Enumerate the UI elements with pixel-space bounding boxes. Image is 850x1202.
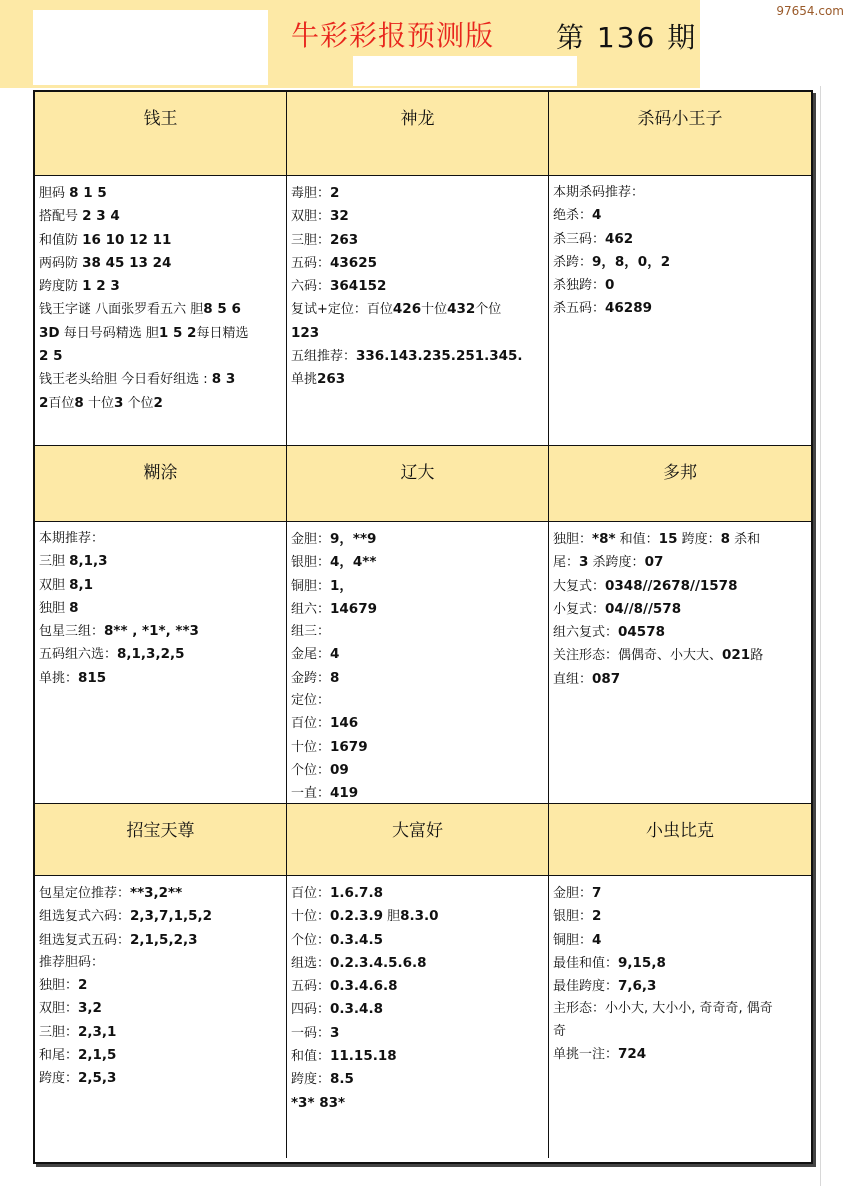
- entry-label: 一码：: [291, 1025, 331, 1041]
- entry-value: 364152: [330, 278, 387, 295]
- entry-line: [39, 368, 282, 391]
- entry-value: 336.143.235.251.345.: [356, 348, 523, 365]
- entry-label: 胆: [382, 909, 401, 925]
- entry-value: 8: [69, 599, 79, 616]
- entry-line: [291, 528, 544, 551]
- entry-label: 五组推荐：: [291, 349, 357, 365]
- entry-label: 个位: [123, 395, 154, 411]
- section-header: 辽大: [287, 446, 549, 522]
- entry-label: 路: [750, 648, 764, 664]
- entry-label: 独胆：: [39, 978, 79, 994]
- entry-label: 大复式：: [553, 578, 606, 594]
- entry-value: 0.2.3.9: [330, 908, 383, 925]
- entry-line: [553, 905, 807, 928]
- entry-label: 杀五码：: [553, 301, 606, 317]
- entry-line: [553, 204, 807, 227]
- entry-label: 钱王字谜 八面张罗看五六 胆: [39, 302, 204, 318]
- entry-line: [553, 297, 807, 320]
- entry-value: 462: [605, 230, 634, 247]
- entry-label: 十位：: [291, 909, 331, 925]
- entry-line: [39, 275, 282, 298]
- entry-value: 43625: [330, 254, 377, 271]
- entry-line: [291, 621, 544, 643]
- entry-line: [291, 667, 544, 690]
- entry-line: [291, 575, 544, 598]
- entry-line: [39, 597, 282, 620]
- entry-label: 最佳跨度：: [553, 979, 619, 995]
- entry-label: 双胆：: [291, 209, 331, 225]
- entry-value: 14679: [330, 600, 377, 617]
- entry-value: 2: [330, 185, 340, 201]
- entry-label: 杀跨度：: [588, 555, 645, 571]
- entry-label: 百位：: [291, 716, 331, 732]
- entry-line: [553, 528, 807, 551]
- entry-line: [291, 905, 544, 928]
- entry-line: [291, 759, 544, 782]
- entry-line: [39, 1067, 282, 1090]
- entry-label: 五码：: [291, 255, 331, 271]
- section-body: [549, 876, 811, 1158]
- entry-value: 3D: [39, 324, 60, 341]
- entry-line: [291, 782, 544, 804]
- entry-label: 百位：: [291, 886, 331, 901]
- entry-line: [291, 252, 544, 275]
- entry-label: 金尾：: [291, 647, 331, 663]
- entry-line: [553, 228, 807, 251]
- entry-value: 146: [330, 715, 359, 732]
- entry-label: 双胆：: [39, 1001, 79, 1017]
- entry-line: [39, 1021, 282, 1044]
- entry-line: [39, 182, 282, 205]
- entry-line: [39, 929, 282, 952]
- section-body: [35, 522, 287, 804]
- entry-value: 8 3: [211, 371, 236, 388]
- entry-line: [291, 1045, 544, 1068]
- section-header: 神龙: [287, 92, 549, 176]
- entry-line: [39, 643, 282, 666]
- entry-label: 金跨：: [291, 670, 331, 686]
- entry-label: 包星三组：: [39, 624, 105, 640]
- entry-line: [291, 205, 544, 228]
- entry-value: 15: [658, 531, 678, 547]
- entry-value: 46289: [605, 300, 652, 317]
- entry-value: 0.2.3.4.5.6.8: [330, 954, 427, 971]
- entry-label: 包星定位推荐：: [39, 886, 131, 901]
- entry-value: 2: [78, 977, 88, 994]
- entry-label: 和值防: [39, 232, 83, 248]
- entry-line: [291, 345, 544, 368]
- entry-label: 独胆: [39, 600, 70, 616]
- entry-value: 3: [113, 394, 124, 411]
- entry-value: 9，**9: [330, 531, 377, 547]
- entry-label: 小复式：: [553, 601, 606, 617]
- entry-line: [291, 182, 544, 205]
- entry-line: [291, 690, 544, 712]
- entry-value: 2: [592, 908, 602, 925]
- entry-label: 组三：: [291, 624, 331, 640]
- entry-value: 2,1,5,2,3: [130, 931, 198, 948]
- entry-line: [291, 1022, 544, 1045]
- entry-label: 推荐胆码：: [39, 954, 105, 970]
- entry-line: [39, 620, 282, 643]
- entry-value: 4: [330, 646, 340, 663]
- entry-line: [291, 229, 544, 252]
- entry-line: [291, 1068, 544, 1091]
- entry-value: 1679: [330, 738, 368, 755]
- entry-label: 关注形态：偶偶奇、小大大、: [553, 648, 723, 664]
- issue-number: 第 136 期: [556, 21, 698, 54]
- entry-label: 单挑：: [39, 670, 79, 686]
- entry-value: 123: [291, 324, 320, 341]
- entry-line: [553, 575, 807, 598]
- entry-value: 0348//2678//1578: [605, 577, 738, 594]
- entry-label: 六码：: [291, 279, 331, 295]
- entry-label: 杀三码：: [553, 231, 606, 247]
- entry-value: 0.3.4.6.8: [330, 978, 398, 995]
- entry-label: 单挑: [291, 372, 318, 388]
- entry-line: [291, 298, 544, 321]
- entry-line: [553, 952, 807, 975]
- entry-label: 单挑一注：: [553, 1047, 619, 1063]
- entry-label: 定位：: [291, 693, 331, 709]
- entry-label: 组选：: [291, 955, 331, 971]
- watermark: 97654.com: [776, 4, 844, 18]
- section-header: 糊涂: [35, 446, 287, 522]
- entry-value: 8: [74, 394, 84, 411]
- entry-value: 426: [392, 301, 422, 318]
- entry-label: 跨度：: [291, 1072, 331, 1088]
- entry-label: 一直：: [291, 786, 331, 802]
- entry-line: [553, 998, 807, 1020]
- entry-label: 杀跨：: [553, 254, 593, 270]
- entry-label: 五码组六选：: [39, 647, 118, 663]
- entry-value: 021: [722, 647, 751, 664]
- entry-label: 银胆：: [291, 555, 331, 571]
- entry-label: 跨度：: [677, 532, 721, 547]
- entry-line: [553, 644, 807, 667]
- entry-value: 04578: [618, 624, 665, 641]
- entry-value: 724: [618, 1046, 647, 1063]
- entry-value: 8.3.0: [400, 908, 439, 925]
- entry-line: [39, 528, 282, 550]
- entry-value: 2 3 4: [82, 208, 120, 225]
- entry-value: 4: [592, 931, 602, 948]
- entry-line: [39, 345, 282, 368]
- entry-value: 815: [78, 669, 107, 686]
- entry-label: 组六：: [291, 601, 331, 617]
- entry-value: 8,1: [69, 576, 94, 593]
- entry-label: 胆码: [39, 186, 70, 201]
- entry-line: [291, 712, 544, 735]
- entry-label: 本期推荐：: [39, 531, 105, 546]
- entry-label: 和值：: [291, 1049, 331, 1065]
- entry-value: *3* 83*: [291, 1094, 346, 1111]
- entry-line: [553, 598, 807, 621]
- entry-line: [291, 598, 544, 621]
- entry-value: *8*: [592, 531, 616, 547]
- header-blank-mid: [353, 56, 577, 86]
- entry-value: 8: [330, 669, 340, 686]
- entry-value: 1 5 2: [158, 324, 197, 341]
- entry-label: 组选复式六码：: [39, 909, 131, 925]
- entry-value: 32: [330, 208, 349, 225]
- entry-label: 最佳和值：: [553, 955, 619, 971]
- section-header: 多邦: [549, 446, 811, 522]
- entry-label: 每日号码精选 胆: [59, 325, 159, 341]
- entry-line: [291, 643, 544, 666]
- entry-value: 9，8，0，2: [592, 253, 671, 270]
- entry-label: 铜胆：: [291, 578, 331, 594]
- entry-value: 3: [579, 554, 589, 571]
- entry-line: [39, 322, 282, 345]
- entry-value: 3: [330, 1024, 340, 1041]
- header-blank-left: [33, 10, 268, 85]
- entry-label: 五码：: [291, 979, 331, 995]
- entry-line: [291, 952, 544, 975]
- entry-value: 4，4**: [330, 554, 377, 571]
- section-body: [287, 876, 549, 1158]
- entry-label: 三胆：: [291, 232, 331, 248]
- entry-value: 2,3,1: [78, 1023, 117, 1040]
- entry-label: 杀独跨：: [553, 278, 606, 294]
- entry-value: 2,1,5: [78, 1047, 117, 1064]
- section-body: [35, 876, 287, 1158]
- entry-label: 本期杀码推荐：: [553, 185, 645, 200]
- entry-value: 1 2 3: [82, 278, 120, 295]
- entry-value: 1.6.7.8: [330, 885, 383, 901]
- entry-label: 十位: [83, 395, 114, 411]
- entry-value: 16 10 12 11: [82, 231, 172, 248]
- entry-value: 0.3.4.8: [330, 1001, 383, 1018]
- entry-line: [39, 229, 282, 252]
- entry-line: [291, 1092, 544, 1115]
- entry-value: 432: [447, 301, 476, 318]
- entry-value: 9,15,8: [618, 954, 666, 971]
- entry-label: 主形态：小小大, 大小小, 奇奇奇, 偶奇: [553, 1001, 773, 1017]
- entry-label: 奇: [553, 1023, 567, 1039]
- entry-line: [39, 298, 282, 321]
- entry-value: 8.5: [330, 1071, 354, 1088]
- entry-value: 0.3.4.5: [330, 931, 383, 948]
- entry-value: 1，: [330, 577, 353, 594]
- entry-value: 263: [330, 231, 359, 248]
- entry-value: 2,3,7,1,5,2: [130, 908, 213, 925]
- entry-label: 双胆: [39, 577, 70, 593]
- entry-line: [39, 1044, 282, 1067]
- entry-line: [39, 905, 282, 928]
- entry-value: 09: [330, 761, 349, 778]
- entry-value: 8 1 5: [69, 185, 107, 201]
- entry-line: [553, 1043, 807, 1066]
- entry-label: 百位: [48, 395, 75, 411]
- entry-line: [291, 275, 544, 298]
- entry-label: 直组：: [553, 671, 593, 687]
- entry-line: [39, 974, 282, 997]
- entry-value: **3,2**: [130, 885, 183, 901]
- section-header: 大富好: [287, 804, 549, 876]
- section-header: 招宝天尊: [35, 804, 287, 876]
- entry-label: 十位：: [291, 739, 331, 755]
- entry-line: [291, 929, 544, 952]
- entry-value: 8,1,3: [69, 553, 108, 570]
- section-body: [549, 176, 811, 446]
- section-header: 小虫比克: [549, 804, 811, 876]
- entry-label: 四码：: [291, 1002, 331, 1018]
- entry-value: 2,5,3: [78, 1070, 117, 1087]
- section-body: [287, 522, 549, 804]
- entry-label: 跨度：: [39, 1071, 79, 1087]
- entry-line: [553, 1021, 807, 1043]
- entry-label: 独胆：: [553, 532, 593, 547]
- entry-value: 8,1,3,2,5: [117, 646, 185, 663]
- section-body: [287, 176, 549, 446]
- entry-line: [291, 975, 544, 998]
- entry-label: 尾：: [553, 555, 580, 571]
- entry-line: [553, 182, 807, 204]
- section-body: [35, 176, 287, 446]
- entry-line: [39, 667, 282, 690]
- entry-label: 跨度防: [39, 279, 83, 295]
- entry-label: 和尾：: [39, 1048, 79, 1064]
- entry-label: 个位: [475, 302, 502, 318]
- entry-line: [39, 392, 282, 415]
- entry-label: 绝杀：: [553, 208, 593, 224]
- entry-value: 263: [317, 371, 346, 388]
- entry-label: 金胆：: [291, 532, 331, 547]
- entry-value: 419: [330, 785, 359, 802]
- entry-value: 8: [720, 531, 731, 547]
- entry-label: 两码防: [39, 255, 83, 271]
- entry-line: [39, 205, 282, 228]
- entry-line: [39, 252, 282, 275]
- entry-label: 组六复式：: [553, 625, 619, 641]
- section-header: 钱王: [35, 92, 287, 176]
- entry-label: 三胆: [39, 554, 70, 570]
- entry-line: [39, 882, 282, 905]
- entry-label: 杀和: [730, 532, 761, 547]
- entry-label: 金胆：: [553, 886, 593, 901]
- entry-label: 每日精选: [196, 325, 249, 341]
- entry-line: [291, 882, 544, 905]
- section-header: 杀码小王子: [549, 92, 811, 176]
- entry-value: 2 5: [39, 348, 63, 365]
- entry-line: [291, 998, 544, 1021]
- entry-value: 11.15.18: [330, 1048, 397, 1065]
- entry-label: 十位: [421, 302, 448, 318]
- entry-label: 钱王老头给胆 今日看好组选 :: [39, 372, 212, 388]
- entry-line: [291, 368, 544, 391]
- page-edge: [820, 86, 821, 1186]
- entry-line: [291, 736, 544, 759]
- entry-line: [291, 551, 544, 574]
- entry-line: [553, 668, 807, 691]
- entry-value: 7: [592, 885, 602, 901]
- entry-label: 银胆：: [553, 909, 593, 925]
- entry-value: 8 5 6: [203, 301, 241, 318]
- entry-label: 铜胆：: [553, 932, 593, 948]
- entry-value: 8** , *1*, **3: [104, 623, 199, 640]
- entry-value: 07: [644, 554, 664, 571]
- entry-line: [553, 274, 807, 297]
- entry-value: 7,6,3: [618, 978, 657, 995]
- entry-line: [553, 251, 807, 274]
- entry-line: [39, 550, 282, 573]
- entry-line: [39, 997, 282, 1020]
- entry-label: 三胆：: [39, 1024, 79, 1040]
- entry-label: 毒胆：: [291, 186, 331, 201]
- entry-line: [553, 621, 807, 644]
- entry-line: [553, 551, 807, 574]
- entry-value: 2: [39, 394, 49, 411]
- entry-label: 搭配号: [39, 209, 83, 225]
- entry-value: 3,2: [78, 1000, 102, 1017]
- entry-line: [553, 882, 807, 905]
- entry-line: [39, 952, 282, 974]
- entry-line: [553, 929, 807, 952]
- entry-line: [39, 574, 282, 597]
- section-body: [549, 522, 811, 804]
- entry-line: [553, 975, 807, 998]
- entry-label: 个位：: [291, 932, 331, 948]
- entry-value: 38 45 13 24: [82, 254, 172, 271]
- entry-value: 2: [153, 394, 163, 411]
- prediction-grid: [33, 90, 813, 1164]
- entry-line: [291, 322, 544, 345]
- entry-value: 087: [592, 670, 621, 687]
- entry-value: 0: [605, 277, 615, 294]
- entry-label: 和值：: [615, 532, 659, 547]
- entry-label: 组选复式五码：: [39, 932, 131, 948]
- entry-value: 4: [592, 207, 602, 224]
- entry-label: 个位：: [291, 762, 331, 778]
- page-title: 牛彩彩报预测版: [291, 19, 495, 52]
- entry-value: 04//8//578: [605, 600, 682, 617]
- entry-label: 复试+定位：百位: [291, 302, 393, 318]
